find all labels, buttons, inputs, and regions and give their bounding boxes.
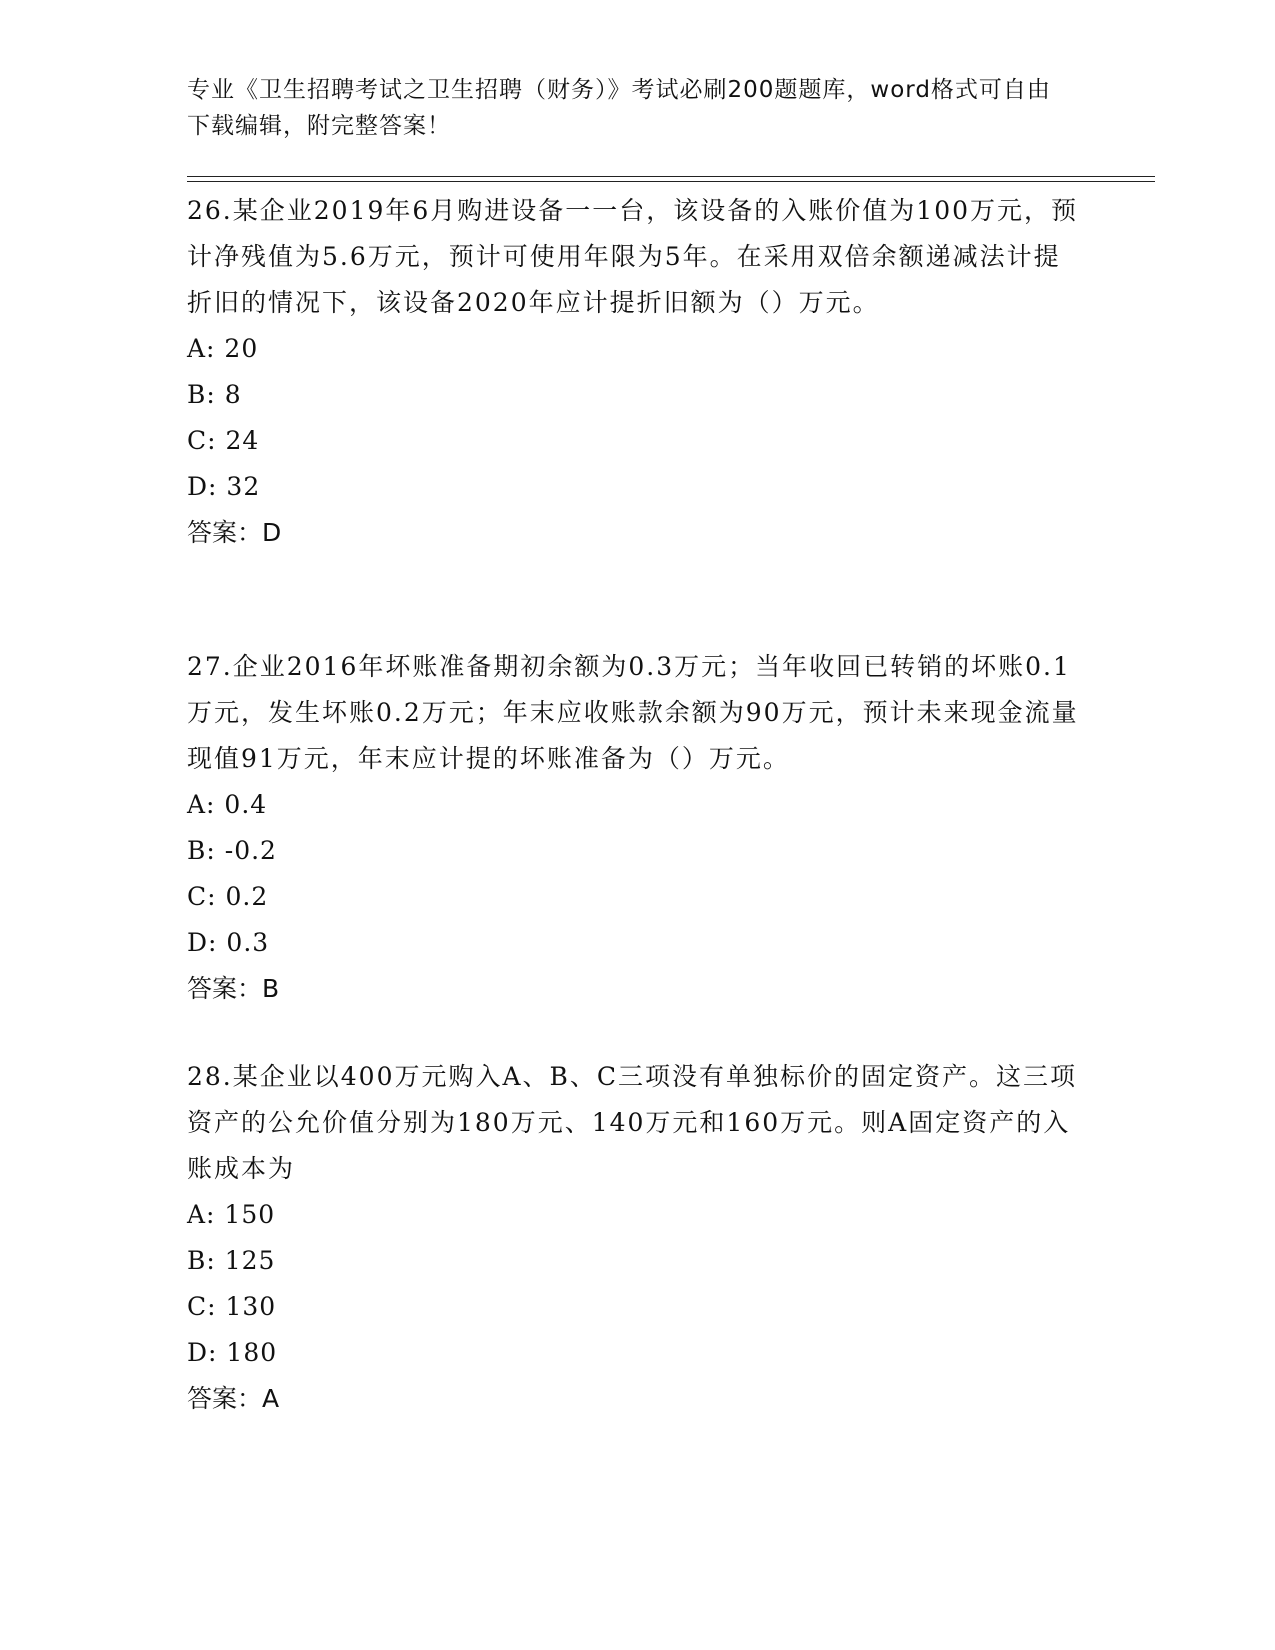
question-stem: 28.某企业以400万元购入A、B、C三项没有单独标价的固定资产。这三项资产的公允价值分别为180万元、140万元和160万元。则A固定资产的入账成本为	[187, 1062, 1078, 1183]
question-26	[187, 188, 1087, 556]
option-a: A: 150	[187, 1200, 276, 1229]
document-header: 专业《卫生招聘考试之卫生招聘（财务）》考试必刷200题题库，word格式可自由下载编辑，附完整答案！	[187, 77, 1051, 139]
answer: 答案：D	[187, 518, 282, 547]
question-27	[187, 644, 1087, 1012]
answer: 答案：B	[187, 974, 280, 1003]
option-d: D: 32	[187, 472, 261, 501]
header-rule-bottom	[187, 181, 1155, 182]
option-c: C: 130	[187, 1292, 277, 1321]
answer: 答案：A	[187, 1384, 280, 1413]
option-b: B: 125	[187, 1246, 276, 1275]
option-a: A: 0.4	[187, 790, 268, 819]
option-b: B: -0.2	[187, 836, 277, 865]
question-stem: 27.企业2016年坏账准备期初余额为0.3万元；当年收回已转销的坏账0.1万元，发生坏账0.2万元；年末应收账款余额为90万元，预计未来现金流量现值91万元，年末应计提的坏账准备为（）万元。	[187, 652, 1079, 773]
option-b: B: 8	[187, 380, 242, 409]
question-stem: 26.某企业2019年6月购进设备一一台，该设备的入账价值为100万元，预计净残值为5.6万元，预计可使用年限为5年。在采用双倍余额递减法计提折旧的情况下，该设备2020年应计提折旧额为（）万元。	[187, 196, 1079, 317]
option-d: D: 180	[187, 1338, 278, 1367]
option-a: A: 20	[187, 334, 259, 363]
option-c: C: 24	[187, 426, 260, 455]
option-d: D: 0.3	[187, 928, 270, 957]
header-rule-top	[187, 176, 1155, 177]
option-c: C: 0.2	[187, 882, 269, 911]
question-28	[187, 1054, 1087, 1422]
